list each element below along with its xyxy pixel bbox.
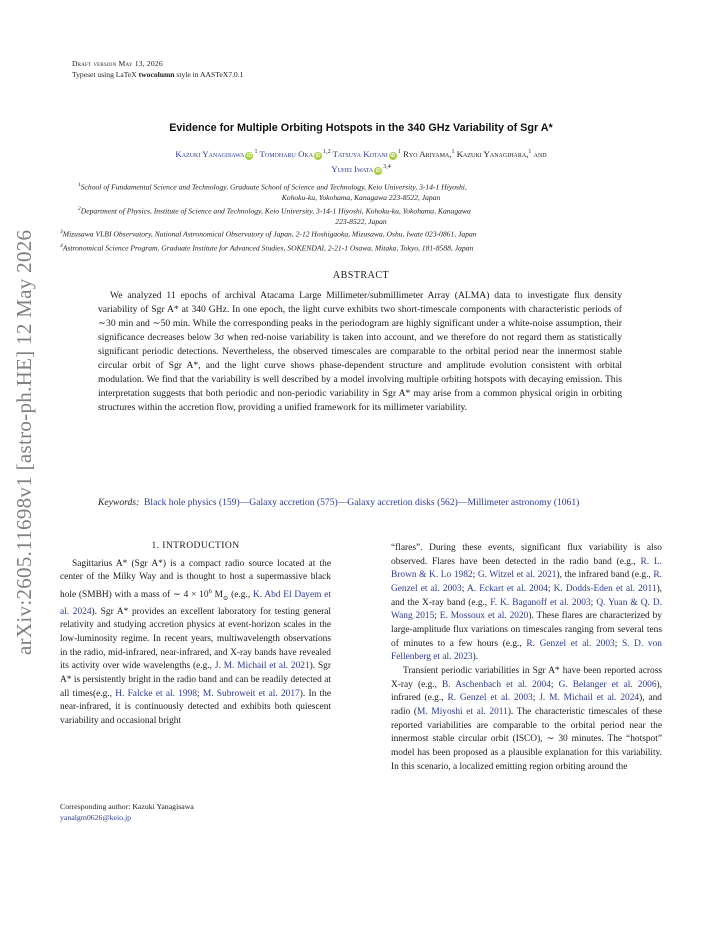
citation-link[interactable]: J. M. Michail et al. 2024 <box>539 693 640 704</box>
author-name[interactable]: Yuhei Iwata <box>331 164 374 175</box>
affiliation-2: $^2$Department of Physics, Institute of Science and Technology, Keio University, 3-14-1 Hiyoshi, Kohoku-ku, Yokohama, Kanagawa <box>78 205 471 216</box>
right-column <box>391 542 662 774</box>
author-conjunction: and <box>533 148 547 159</box>
orcid-icon[interactable]: iD <box>390 152 396 159</box>
citation-link[interactable]: A. Eckart et al. 2004 <box>466 583 548 594</box>
author-name[interactable]: Tatsuya Kotani <box>332 148 388 159</box>
typeset-bold: twocolumn <box>138 70 175 79</box>
author-affiliation-marker: 1 <box>528 149 532 155</box>
typeset-line <box>72 69 243 80</box>
citation-link[interactable]: B. Aschenbach et al. 2004 <box>442 679 551 690</box>
keywords-links[interactable]: Black hole physics (159)—Galaxy accretion (575)—Galaxy accretion disks (562)—Millimeter astronomy (1061) <box>144 497 580 508</box>
author-name[interactable]: Tomoharu Oka <box>259 148 314 159</box>
author-affiliation-marker: 1,2 <box>323 149 331 155</box>
affiliation-1-continued: Kohoku-ku, Yokohama, Kanagawa 223-8522, Japan <box>281 193 441 203</box>
author-affiliation-marker: 1 <box>397 149 401 155</box>
citation-link[interactable]: R. L. Brown & K. Lo 1982 <box>391 556 662 581</box>
typeset-latex: LaTeX <box>115 70 137 79</box>
citation-link[interactable]: Q. Yuan & Q. D. Wang 2015 <box>391 597 662 622</box>
intro-paragraph-2: Transient periodic variabilities in Sgr A* have been reported across X-ray (e.g., B. Aschenbach et al. 2004; G. Belanger et al. 2006), infrared (e.g., R. Genzel et al. 2003; J. M. Michail et al. 2024), and radio (M. Miyoshi et al. 2011). The characteristic timescales of these reported variabilities are comparable to the orbital period near the innermost stable circular orbit (ISCO), ∼ 30 minutes. The “hotspot” model has been proposed as a plausible explanation for this variability. In this scenario, a localized emitting region orbiting around the <box>391 665 662 772</box>
corresponding-author: Corresponding author: Kazuki Yanagisawa <box>60 802 194 811</box>
author-affiliation-marker: 1 <box>254 149 258 155</box>
citation-link[interactable]: G. Belanger et al. 2006 <box>558 679 657 690</box>
author-name[interactable]: Kazuki Yanagihara, <box>456 148 529 159</box>
citation-link[interactable]: S. D. von Fellenberg et al. 2023 <box>391 638 662 663</box>
footnote <box>60 801 331 823</box>
citation-link[interactable]: R. Genzel et al. 2003 <box>526 638 615 649</box>
section-heading-introduction: 1. INTRODUCTION <box>151 540 240 551</box>
abstract-text: We analyzed 11 epochs of archival Atacama Large Millimeter/submillimeter Array (ALMA) data to investigate flux density variability of Sgr A* at 340 GHz. In one epoch, the light curve exhibits two short-timescale components with characteristic periods of ∼30 min and ∼50 min. While the corresponding peaks in the periodogram are highly significant under a white-noise assumption, their significance decreases below 3σ when red-noise variability is taken into account, and we therefore do not regard them as statistically significant periodic detections. Nevertheless, the observed timescales are comparable to the orbital period near the innermost stable circular orbit of Sgr A*, and the light curve shows phase-dependent structure and amplitude evolution consistent with orbital modulation. We find that the variability is well described by a model involving multiple orbiting hotspots with decaying emission. This interpretation suggests that both periodic and non-periodic variability in Sgr A* may arise from a common physical origin in orbiting structures within the accretion flow, providing a unified framework for its millimeter variability. <box>98 290 622 413</box>
author-name[interactable]: Ryo Ariyama, <box>402 148 452 159</box>
affiliation-4: $^4$Astronomical Science Program, Graduate Institute for Advanced Studies, SOKENDAI, 2-21-1 Osawa, Mitaka, Tokyo, 181-8588, Japan <box>60 242 474 253</box>
orcid-icon[interactable]: iD <box>246 152 252 159</box>
typeset-suffix: style in AASTeX7.0.1 <box>174 70 244 79</box>
citation-link[interactable]: R. Genzel et al. 2003 <box>391 570 663 594</box>
affiliation-3: $^3$Mizusawa VLBI Observatory, National Astronomical Observatory of Japan, 2-12 Hoshigaoka, Mizusawa, Oshu, Iwate 023-0861, Japan <box>60 229 477 239</box>
left-column <box>60 539 331 729</box>
citation-link[interactable]: F. K. Baganoff et al. 2003 <box>490 597 591 608</box>
author-name[interactable]: Kazuki Yanagisawa <box>175 148 245 159</box>
affiliation-2-continued: 223-8522, Japan <box>335 216 387 226</box>
arxiv-identifier: arXiv:2605.11698v1 [astro-ph.HE] 12 May 2026 <box>12 229 36 655</box>
citation-link[interactable]: J. M. Michail et al. 2021 <box>214 661 310 672</box>
typeset-prefix: Typeset using <box>72 70 116 79</box>
citation-link[interactable]: M. Miyoshi et al. 2011 <box>417 706 508 717</box>
draft-line: Draft version May 13, 2026 <box>72 59 163 68</box>
citation-link[interactable]: G. Witzel et al. 2021 <box>477 570 557 581</box>
keywords <box>98 496 680 510</box>
author-list <box>70 146 652 177</box>
citation-link[interactable]: K. Dodds-Eden et al. 2011 <box>553 583 657 594</box>
orcid-icon[interactable]: iD <box>375 168 381 175</box>
intro-paragraph-1: Sagittarius A* (Sgr A*) is a compact radio source located at the center of the Milky Way and is thought to host a supermassive black hole (SMBH) with a mass of ∼ $4 \times 10^6$ $M_⊙$ (e.g., K. Abd El Dayem et al. 2024). Sgr A* provides an excellent laboratory for testing general relativity and studying accretion physics at event-horizon scales in the low-luminosity regime. In recent years, multiwavelength observations in the radio, mid-infrared, near-infrared, and X-ray bands have revealed its activity over wide wavelengths (e.g., J. M. Michail et al. 2021). Sgr A* is persistently bright in the radio band and can be readily detected at all times(e.g., H. Falcke et al. 1998; M. Subroweit et al. 2017). In the near-infrared, it is continuously detected and exhibits both quiescent variability and occasional bright <box>60 558 331 726</box>
header-meta <box>72 58 243 80</box>
affiliation-1: $^1$School of Fundamental Science and Technology, Graduate School of Science and Technology, Keio University, 3-14-1 Hiyoshi, <box>78 182 467 192</box>
author-affiliation-marker: 3,4 <box>383 164 391 171</box>
citation-link[interactable]: M. Subroweit et al. 2017 <box>202 688 300 699</box>
citation-link[interactable]: E. Mossoux et al. 2020 <box>439 611 529 622</box>
keywords-label: Keywords: <box>98 497 140 508</box>
citation-link[interactable]: K. Abd El Dayem et al. 2024 <box>60 590 331 617</box>
intro-paragraph-1-continued: “flares”. During these events, significant flux variability is also observed. Flares have been detected in the radio band (e.g., R. L. Brown & K. Lo 1982; G. Witzel et al. 2021), the infrared band (e.g., R. Genzel et al. 2003; A. Eckart et al. 2004; K. Dodds-Eden et al. 2011), and the X-ray band (e.g., F. K. Baganoff et al. 2003; Q. Yuan & Q. D. Wang 2015; E. Mossoux et al. 2020). These flares are characterized by large-amplitude flux variations on timescales ranging from several tens of minutes to a few hours (e.g., R. Genzel et al. 2003; S. D. von Fellenberg et al. 2023). <box>391 543 663 663</box>
author-email-link[interactable]: yanalgm0626@keio.jp <box>60 813 132 822</box>
affiliations <box>60 180 662 254</box>
author-affiliation-marker: 1 <box>451 149 455 155</box>
paper-title: Evidence for Multiple Orbiting Hotspots in the 340 GHz Variability of Sgr A* <box>169 122 553 134</box>
citation-link[interactable]: H. Falcke et al. 1998 <box>115 688 197 699</box>
citation-link[interactable]: R. Genzel et al. 2003 <box>447 693 533 704</box>
orcid-icon[interactable]: iD <box>315 152 321 159</box>
abstract-heading: ABSTRACT <box>332 270 390 281</box>
